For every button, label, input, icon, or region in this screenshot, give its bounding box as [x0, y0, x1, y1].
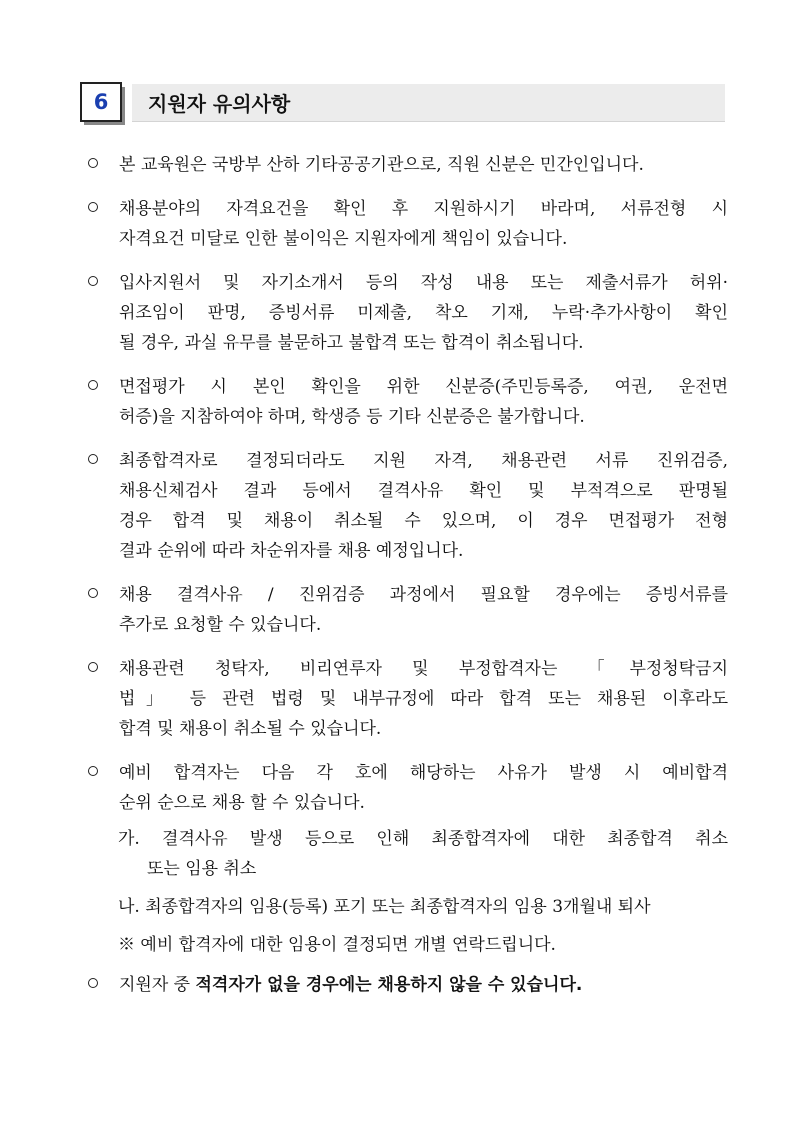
notice-line: 채용분야의 자격요건을 확인 후 지원하시기 바라며, 서류전형 시: [119, 199, 728, 219]
notice-item: [88, 150, 728, 180]
notice-line: 자격요건 미달로 인한 불이익은 지원자에게 책임이 있습니다.: [119, 229, 568, 249]
notice-line: 경우 합격 및 채용이 취소될 수 있으며, 이 경우 면접평가 전형: [119, 511, 728, 531]
bullet-icon: [88, 766, 98, 776]
sub-item-line: 가. 결격사유 발생 등으로 인해 최종합격자에 대한 최종합격 취소: [118, 829, 728, 849]
notice-line: 순위 순으로 채용 할 수 있습니다.: [119, 793, 365, 813]
sub-item-line: 또는 임용 취소: [147, 859, 257, 879]
notice-line: 될 경우, 과실 유무를 불문하고 불합격 또는 합격이 취소됩니다.: [119, 333, 584, 353]
bullet-icon: [88, 454, 98, 464]
notice-line: 본 교육원은 국방부 산하 기타공공기관으로, 직원 신분은 민간인입니다.: [119, 155, 644, 175]
notice-line: [119, 970, 728, 1000]
notice-item: [88, 758, 728, 818]
bullet-icon: [88, 978, 98, 988]
bullet-icon: [88, 588, 98, 598]
notice-line: 면접평가 시 본인 확인을 위한 신분증(주민등록증, 여권, 운전면: [119, 377, 728, 397]
sub-item: [118, 824, 728, 884]
section-title: 지원자 유의사항: [132, 84, 725, 122]
bullet-icon: [88, 202, 98, 212]
sub-item: [118, 892, 728, 922]
bullet-icon: [88, 158, 98, 168]
notice-item: [88, 580, 728, 640]
notice-line: 허증)을 지참하여야 하며, 학생증 등 기타 신분증은 불가합니다.: [119, 407, 585, 427]
notice-line: 채용 결격사유 / 진위검증 과정에서 필요할 경우에는 증빙서류를: [119, 585, 728, 605]
notice-item: [88, 268, 728, 358]
notice-line: 채용관련 청탁자, 비리연루자 및 부정합격자는 「부정청탁금지: [119, 659, 728, 679]
notice-line: 위조임이 판명, 증빙서류 미제출, 착오 기재, 누락·추가사항이 확인: [119, 303, 728, 323]
notice-item: [88, 654, 728, 744]
notice-item: [88, 446, 728, 566]
section-header: [80, 82, 725, 125]
notice-line: 최종합격자로 결정되더라도 지원 자격, 채용관련 서류 진위검증,: [119, 451, 728, 471]
notice-line: 합격 및 채용이 취소될 수 있습니다.: [119, 719, 382, 739]
note-text: ※ 예비 합격자에 대한 임용이 결정되면 개별 연락드립니다.: [118, 935, 556, 955]
notice-line: 결과 순위에 따라 차순위자를 채용 예정입니다.: [119, 541, 464, 561]
section-number: 6: [80, 82, 122, 122]
notice-list: [88, 150, 728, 1014]
notice-line: 추가로 요청할 수 있습니다.: [119, 615, 322, 635]
notice-item: [88, 194, 728, 254]
sub-item-line: 나. 최종합격자의 임용(등록) 포기 또는 최종합격자의 임용 3개월내 퇴사: [118, 897, 651, 917]
notice-line: 예비 합격자는 다음 각 호에 해당하는 사유가 발생 시 예비합격: [119, 763, 728, 783]
notice-line: 입사지원서 및 자기소개서 등의 작성 내용 또는 제출서류가 허위·: [119, 273, 728, 293]
bullet-icon: [88, 662, 98, 672]
notice-item: [88, 970, 728, 1000]
bullet-icon: [88, 380, 98, 390]
notice-line: 법」 등 관련 법령 및 내부규정에 따라 합격 또는 채용된 이후라도: [119, 689, 728, 709]
final-item-prefix: 지원자 중: [119, 975, 196, 995]
bullet-icon: [88, 276, 98, 286]
notice-line: 채용신체검사 결과 등에서 결격사유 확인 및 부적격으로 판명될: [119, 481, 728, 501]
notice-item: [88, 372, 728, 432]
final-item-emphasis: 적격자가 없을 경우에는 채용하지 않을 수 있습니다.: [195, 975, 583, 995]
